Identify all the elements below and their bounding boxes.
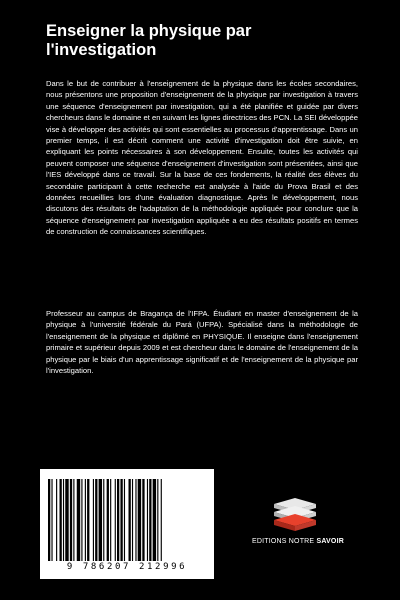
barcode-bar <box>85 479 86 561</box>
book-title: Enseigner la physique par l'investigation <box>46 22 252 59</box>
abstract-text: Dans le but de contribuer à l'enseignement de la physique dans les écoles secondaires, nous présentons une proposition d'enseignement de la physique par investigation à travers une séquence d'enseignement par investigation, qui a été planifiée et guidée par divers chercheurs dans le domaine et en suivant les lignes directrices des PCN. La SEI développée vise à développer des activités qui sont essentielles au processus d'apprentissage. Dans un premier temps, il est décrit comment une activité d'investigation doit être suivie, en expliquant les points nécessaires à son développement. Ensuite, toutes les activités qui peuvent composer une séquence d'enseignement d'investigation sont présentées, ainsi que l'IES développé dans ce travail. Sur la base de ces fondements, la réalité des élèves du secondaire participant à cette recherche est analysée à l'aide du Prova Brasil et des données recueillies lors d'une évaluation diagnostique. Après le développement, nous discutons des résultats de l'adaptation de la méthodologie appliquée pour conclure que la séquence d'enseignement par investigation appliquée a eu des résultats positifs en termes de construction de connaissances scientifiques. <box>46 79 358 237</box>
barcode-bar <box>63 479 64 561</box>
barcode-bar <box>56 479 57 561</box>
publisher-logo-block <box>252 492 344 562</box>
barcode-bar <box>115 479 116 561</box>
barcode-bar <box>77 479 80 561</box>
barcode-bar <box>99 479 102 561</box>
barcode-bar <box>73 479 74 561</box>
barcode <box>40 469 214 579</box>
barcode-bar <box>103 479 104 561</box>
barcode-bar <box>161 479 162 561</box>
barcode-bar <box>70 479 72 561</box>
barcode-bar <box>110 479 111 561</box>
barcode-bar <box>129 479 131 561</box>
isbn-number: 9 786207 212996 <box>66 562 188 572</box>
barcode-bar <box>153 479 156 561</box>
barcode-bar <box>147 479 148 561</box>
barcode-bar <box>51 479 52 561</box>
barcode-bar <box>48 479 50 561</box>
barcode-bar <box>87 479 89 561</box>
barcode-bar <box>138 479 141 561</box>
publisher-name: EDITIONS NOTRE SAVOIR <box>252 538 344 545</box>
barcode-bar <box>117 479 119 561</box>
author-bio: Professeur au campus de Bragança de l'IFPA. Étudiant en master d'enseignement de la physique à l'université fédérale du Pará (UFPA). Spécialisé dans la méthodologie de l'enseignement de la physique et diplômé en PHYSIQUE. Il enseigne dans l'enseignement primaire et supérieur depuis 2009 et est chercheur dans le domaine de l'enseignement de la physique par le biais d'un apprentissage significatif et de l'enseignement de la physique par l'investigation. <box>46 309 358 376</box>
barcode-bar <box>120 479 122 561</box>
barcode-bar <box>95 479 97 561</box>
barcode-bar <box>60 479 62 561</box>
barcode-bar <box>132 479 133 561</box>
barcode-bar <box>107 479 109 561</box>
barcode-bar <box>81 479 82 561</box>
barcode-bar <box>149 479 151 561</box>
barcode-bar <box>142 479 144 561</box>
stacked-books-icon <box>270 492 320 534</box>
barcode-bar <box>93 479 94 561</box>
barcode-bar <box>124 479 125 561</box>
barcode-bar <box>135 479 136 561</box>
barcode-bar <box>157 479 158 561</box>
barcode-bar <box>65 479 68 561</box>
barcode-bars <box>48 479 206 561</box>
